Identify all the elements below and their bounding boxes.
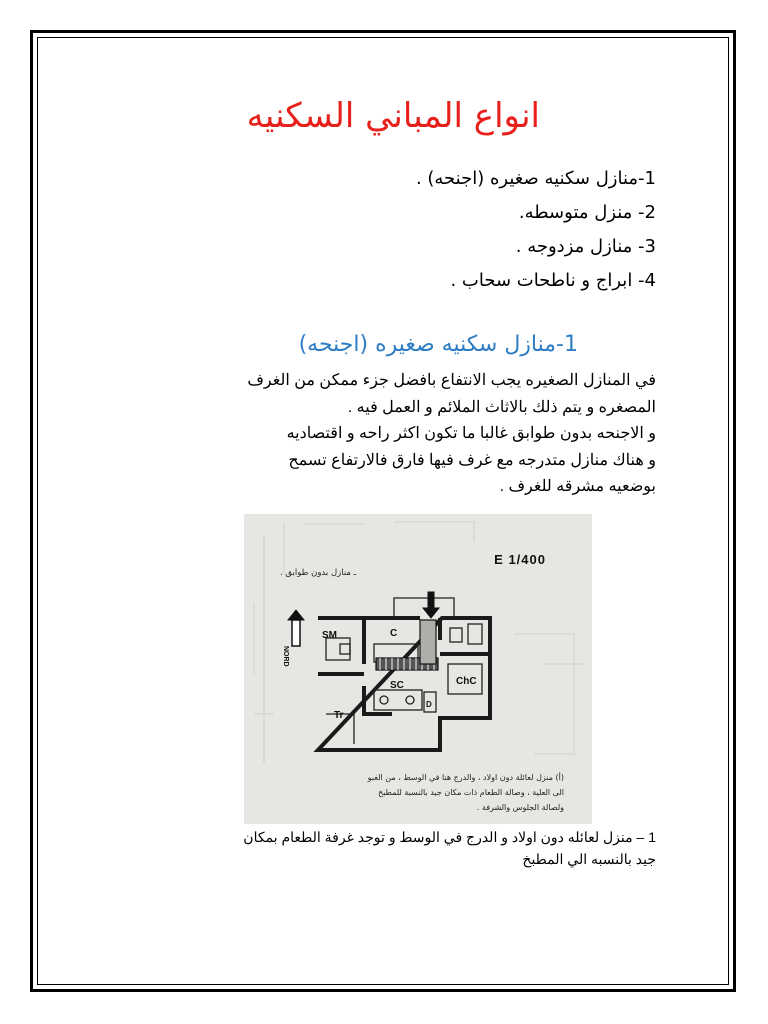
- figure-caption-line: (أ) منزل لعائلة دون اولاد ، والدرج هنا في الوسط ، من الغبو: [367, 773, 564, 782]
- paragraph-line: في المنازل الصغيره يجب الانتفاع بافضل جزء ممكن من الغرف: [247, 372, 656, 389]
- room-label-tr: Tr: [334, 710, 344, 721]
- table-of-contents: [150, 162, 656, 298]
- room-label-c: C: [390, 628, 398, 639]
- figure-caption-line: الى العلية ، وصالة الطعام ذات مكان جيد بالنسبة للمطبخ: [377, 788, 564, 797]
- figure-caption-line: ولصالة الجلوس والشرفة .: [476, 803, 564, 812]
- figure-scale: E 1/400: [494, 552, 546, 567]
- figure-caption-arabic: [272, 770, 564, 815]
- north-label: NORD: [282, 646, 289, 667]
- toc-item: 1-منازل سكنيه صغيره (اجنحه) .: [415, 168, 656, 189]
- paragraph-line: المصغره و يتم ذلك بالاثاث الملائم و العمل فيه .: [347, 398, 656, 416]
- toc-item: 3- منازل مزدوجه .: [515, 236, 656, 257]
- floor-plan-figure: [244, 514, 592, 824]
- room-label-chc: ChC: [456, 676, 477, 687]
- north-arrow-icon: [288, 610, 304, 646]
- toc-item: 4- ابراج و ناطحات سحاب .: [450, 270, 656, 291]
- paragraph-line: و هناك منازل متدرجه مع غرف فيها فارق فالارتفاع تسمح: [288, 451, 656, 469]
- figure-note: ـ منازل بدون طوابق .: [280, 568, 357, 578]
- paragraph-line: و الاجنحه بدون طوابق غالبا ما تكون اكثر راحه و اقتصاديه: [286, 425, 656, 442]
- room-label-d: D: [426, 700, 432, 709]
- section-heading: 1-منازل سكنيه صغيره (اجنحه): [298, 332, 578, 357]
- document-title: انواع المباني السكنيه: [246, 96, 540, 136]
- caption-line: 1 – منزل لعائله دون اولاد و الدرج في الوسط و توجد غرفة الطعام بمكان: [243, 829, 656, 845]
- body-paragraph: [110, 368, 656, 501]
- figure-caption: [110, 826, 656, 870]
- toc-item: 2- منزل متوسطه.: [518, 202, 656, 223]
- room-label-sc: SC: [390, 680, 404, 691]
- room-label-sm: SM: [322, 630, 337, 641]
- paragraph-line: بوضعيه مشرقه للغرف .: [499, 478, 656, 495]
- caption-line: جيد بالنسبه الي المطبخ: [522, 851, 656, 867]
